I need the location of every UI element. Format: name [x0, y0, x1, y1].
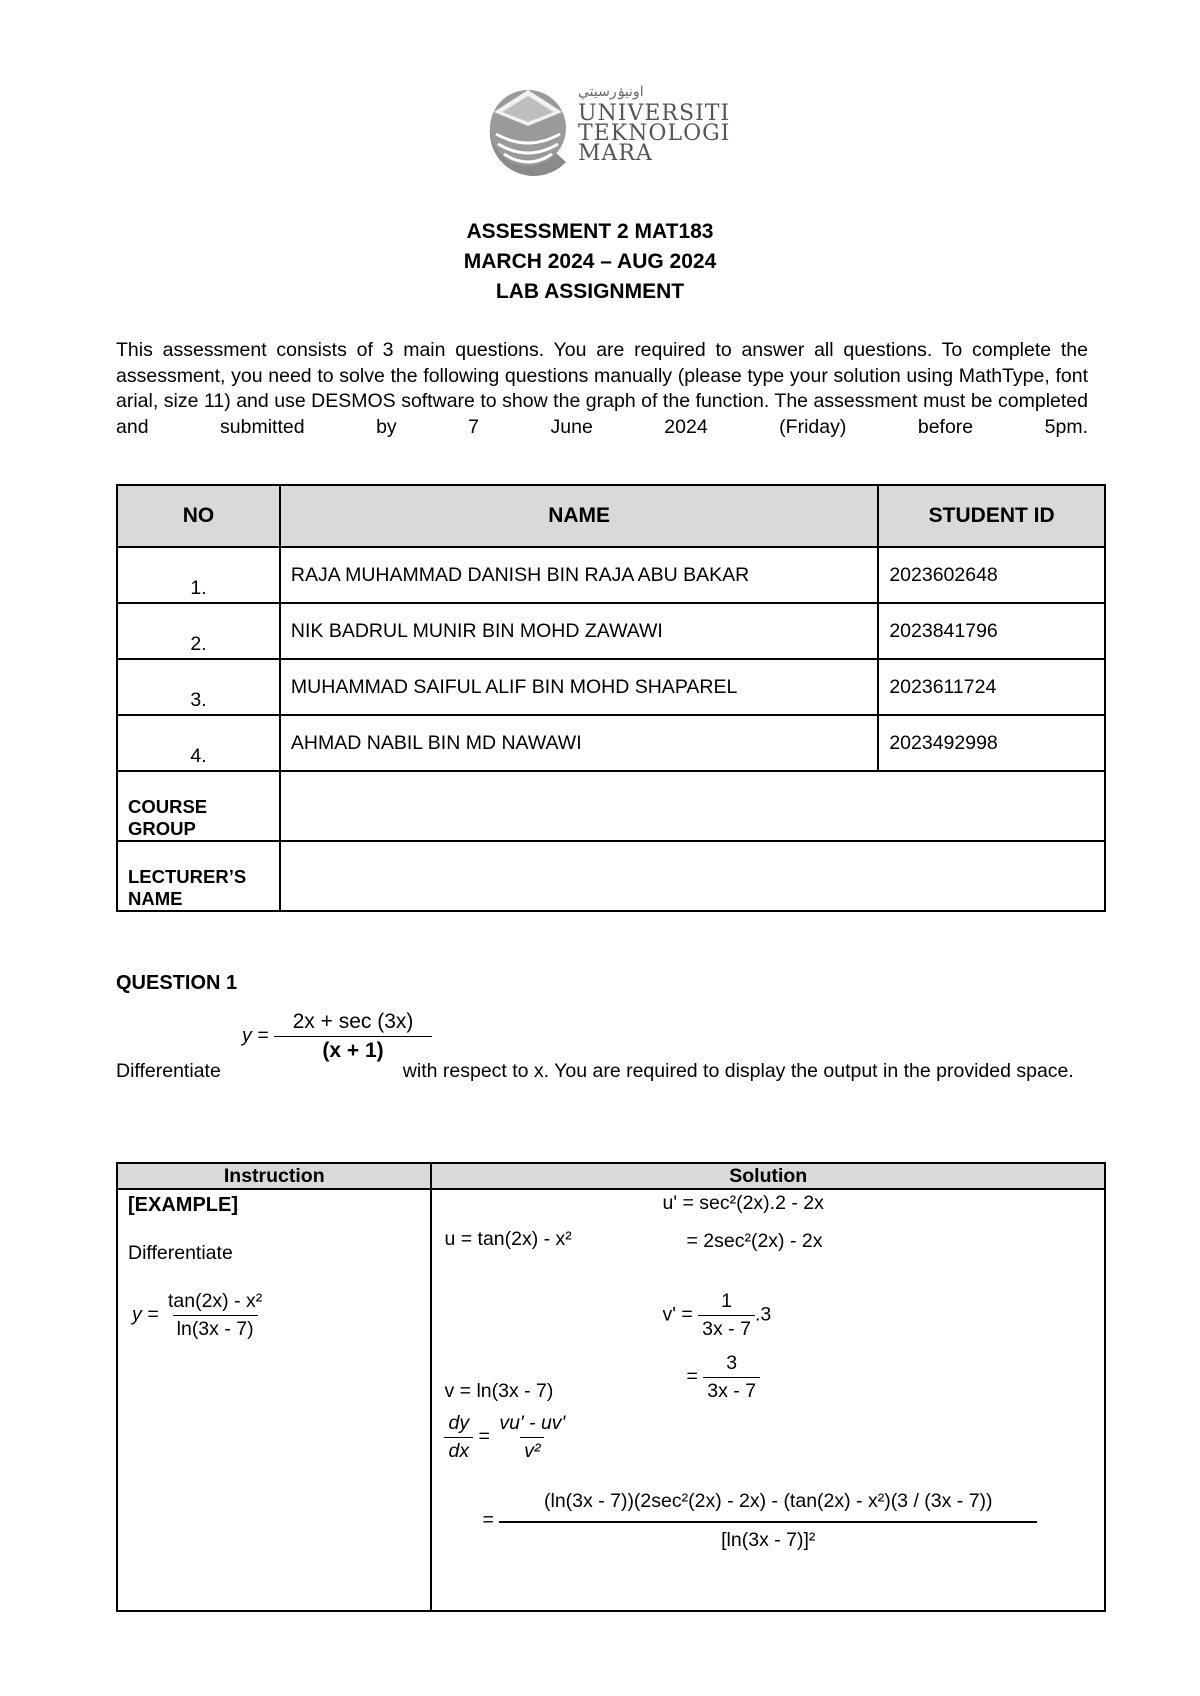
question-1-equation: y = $\frac{2x + \sec (3x)}{(x + 1)}$	[242, 1010, 432, 1063]
instruction-cell	[117, 1189, 431, 1611]
member-id: 2023841796	[878, 603, 1105, 659]
example-label: [EXAMPLE]	[128, 1194, 238, 1216]
uitm-crest-icon	[490, 90, 566, 176]
assignment-type: LAB ASSIGNMENT	[495, 280, 685, 303]
uitm-logo	[488, 82, 731, 174]
logo-line3: MARA	[578, 141, 653, 166]
quotient-rule: $\frac{dy}{dx}$ = $\frac{vu' - uv'}{\text{v²}}$	[444, 1412, 569, 1463]
assessment-instructions: This assessment consists of 3 main questions. You are required to answer all questions. To complete the assessment, you need to solve the following questions manually (please type your solution using MathType, font arial, size 11) and use DESMOS software to show the graph of the function. The assessment must be completed and submitted by 7 June 2024 (Friday) before 5pm.	[116, 339, 1088, 438]
instruction-equation: y = $\frac{\text{tan(2x) - x²}}{\ln(3x - 7)}$	[132, 1290, 263, 1340]
member-id: 2023611724	[878, 659, 1105, 715]
table-row	[117, 715, 1105, 771]
logo-line1: UNIVERSITI	[578, 101, 731, 126]
question-1-title: QUESTION 1	[116, 972, 238, 994]
logo-line2: TEKNOLOGI	[578, 121, 731, 146]
member-no: 2.	[117, 603, 280, 659]
col-header-student-id: STUDENT ID	[878, 485, 1105, 547]
lecturer-name-label: LECTURER’S NAME	[117, 841, 280, 911]
member-no: 4.	[117, 715, 280, 771]
solution-cell	[431, 1189, 1105, 1611]
col-header-instruction: Instruction	[117, 1163, 431, 1189]
member-no: 1.	[117, 547, 280, 603]
course-group-field[interactable]	[280, 771, 1105, 841]
member-id: 2023602648	[878, 547, 1105, 603]
member-name: MUHAMMAD SAIFUL ALIF BIN MOHD SHAPAREL	[280, 659, 878, 715]
member-name: RAJA MUHAMMAD DANISH BIN RAJA ABU BAKAR	[280, 547, 878, 603]
semester-line: MARCH 2024 – AUG 2024	[463, 250, 717, 273]
logo-jawi-text: اونيۏرسيتي	[578, 84, 644, 100]
table-row	[117, 659, 1105, 715]
member-no: 3.	[117, 659, 280, 715]
member-name: AHMAD NABIL BIN MD NAWAWI	[280, 715, 878, 771]
v-definition: v = ln(3x - 7)	[444, 1380, 554, 1402]
member-id: 2023492998	[878, 715, 1105, 771]
u-definition: u = tan(2x) - x²	[444, 1228, 572, 1250]
member-name: NIK BADRUL MUNIR BIN MOHD ZAWAWI	[280, 603, 878, 659]
col-header-name: NAME	[280, 485, 878, 547]
col-header-solution: Solution	[431, 1163, 1105, 1189]
lecturer-name-field[interactable]	[280, 841, 1105, 911]
table-row	[117, 603, 1105, 659]
u-prime-line-1: u' = sec²(2x).2 - 2x	[662, 1192, 824, 1214]
v-prime-line-1: v' = $\frac{1}{3x - 7}$ .3	[662, 1290, 772, 1340]
solution-table	[116, 1162, 1106, 1612]
members-table	[116, 484, 1106, 912]
table-row	[117, 547, 1105, 603]
course-group-label: COURSE GROUP	[117, 771, 280, 841]
assessment-title: ASSESSMENT 2 MAT183	[466, 220, 714, 243]
v-prime-line-2: = $\frac{3}{3x - 7}$	[686, 1352, 760, 1403]
question-1-text: Differentiate with respect to x. You are required to display the output in the provided space.	[116, 1060, 1074, 1082]
instruction-text: Differentiate	[128, 1242, 233, 1264]
col-header-no: NO	[117, 485, 280, 547]
final-derivative: = $\frac{\text{(ln(3x - 7))(2sec²(2x) - 2x) - (tan(2x) - x²)(3 / (3x - 7))}}{\text{[ln(3x - 7)]²}}$	[482, 1490, 1037, 1552]
u-prime-line-2: = 2sec²(2x) - 2x	[686, 1230, 823, 1252]
